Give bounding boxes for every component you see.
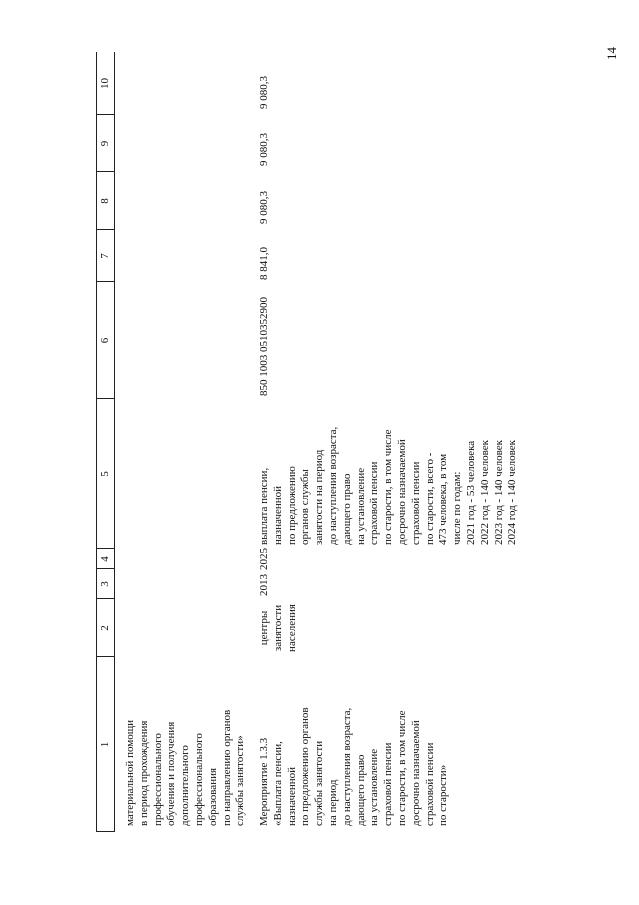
budget-code: 850 1003 0510352900 (258, 297, 270, 396)
start-year: 2013 (258, 574, 270, 596)
header-bottom-border (114, 52, 115, 832)
column-header-2: 2 (99, 625, 111, 631)
column-header-3: 3 (99, 581, 111, 587)
header-top-border (96, 52, 97, 832)
column-header-5: 5 (99, 471, 111, 477)
end-year: 2025 (258, 548, 270, 570)
expected-result: выплата пенсии, назначенной по предложению органов службы занятости на период до наступления возраста, дающего право на установление страховой пенсии по старости, в том числе досрочно назначаемой страховой пенсии по старости, всего - 473 человека, в том числе по годам: 2021 год - 53 человека 2022 год - 140 человек 2023 год - 140 человек 2024 год - 140 человек (258, 426, 519, 545)
amount-col9: 9 080,3 (258, 133, 270, 166)
executor: центры занятости населения (258, 604, 298, 652)
column-header-1: 1 (99, 741, 111, 748)
column-header-7: 7 (99, 253, 111, 259)
amount-col10: 9 080,3 (258, 76, 270, 109)
column-header-6: 6 (99, 337, 111, 344)
column-header-4: 4 (99, 556, 111, 562)
budget-table (96, 52, 616, 832)
column-header-10: 10 (99, 78, 111, 89)
continuation-text: материальной помощи в период прохождения профессионального обучения и получения дополнительного профессионального образования по направлению органов службы занятости» (124, 709, 247, 826)
page-number: 14 (604, 47, 619, 60)
amount-col7: 8 841,0 (258, 247, 270, 280)
column-header-8: 8 (99, 198, 111, 204)
measure-name: Мероприятие 1.3.3 «Выплата пенсии, назначенной по предложению органов службы занятости на период до наступления возраста, дающего право на установление страховой пенсии по старости, в том числе досрочно назначаемой страховой пенсии по старости» (258, 707, 450, 826)
column-header-9: 9 (99, 140, 111, 147)
amount-col8: 9 080,3 (258, 191, 270, 224)
